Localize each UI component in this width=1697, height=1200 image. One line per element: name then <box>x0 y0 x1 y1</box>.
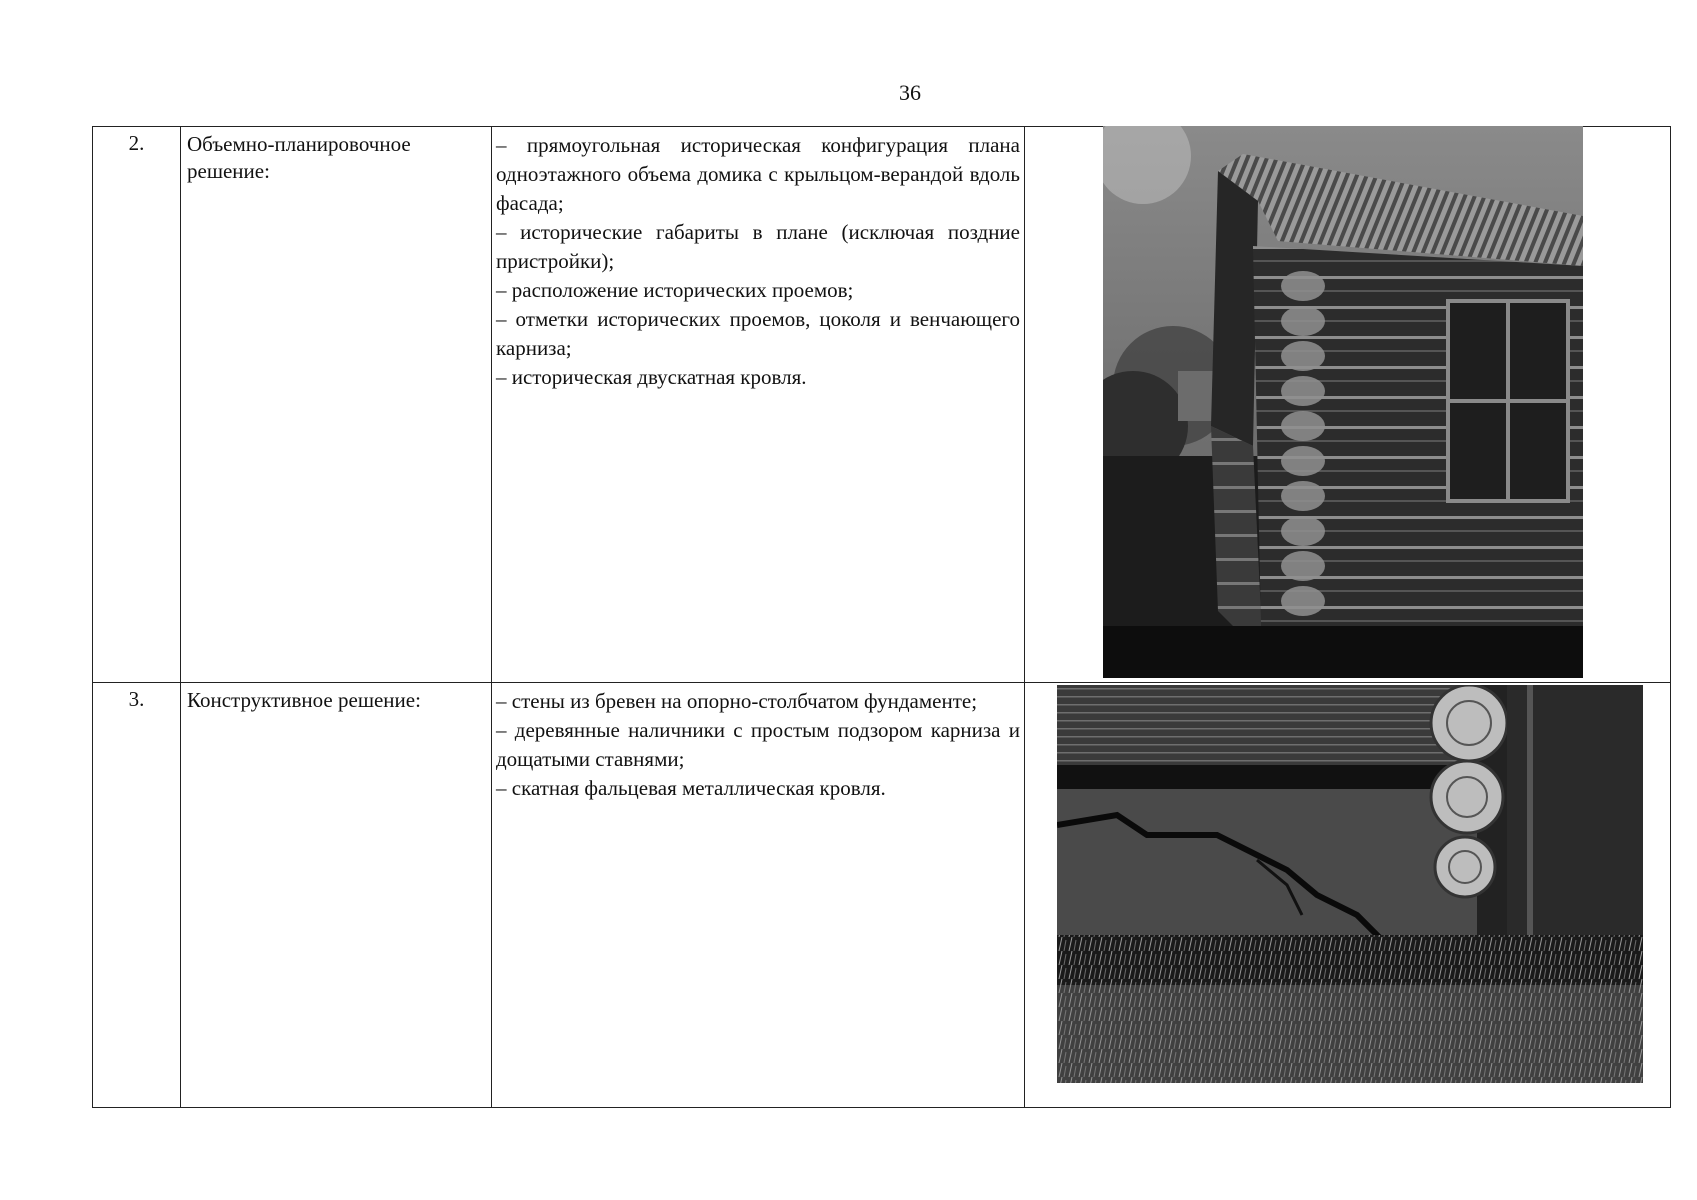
table-row <box>93 683 1671 1108</box>
row-title: Конструктивное решение: <box>181 683 492 1108</box>
row-description <box>492 683 1025 1108</box>
list-item: – историческая двускатная кровля. <box>496 365 807 389</box>
list-item: – деревянные наличники с простым подзором карниза и дощатыми ставнями; <box>496 718 1020 771</box>
list-item: – стены из бревен на опорно-столбчатом фундаменте; <box>496 689 978 713</box>
list-item: – отметки исторических проемов, цоколя и венчающего карниза; <box>496 307 1020 360</box>
row-number: 2. <box>93 127 181 683</box>
row-title: Объемно-планировочное решение: <box>181 127 492 683</box>
row-number: 3. <box>93 683 181 1108</box>
log-house-photo <box>1103 126 1583 678</box>
table-row <box>93 127 1671 683</box>
list-item: – прямоугольная историческая конфигурация плана одноэтажного объема домика с крыльцом-верандой вдоль фасада; <box>496 133 1020 215</box>
photo-cell <box>1025 127 1671 683</box>
log-wall-foundation-photo <box>1057 685 1643 1083</box>
photo-cell <box>1025 683 1671 1108</box>
list-item: – расположение исторических проемов; <box>496 278 854 302</box>
page-number: 36 <box>899 80 921 105</box>
list-item: – скатная фальцевая металлическая кровля. <box>496 776 886 800</box>
list-item: – исторические габариты в плане (исключая поздние пристройки); <box>496 220 1020 273</box>
row-description <box>492 127 1025 683</box>
features-table <box>92 126 1671 1108</box>
